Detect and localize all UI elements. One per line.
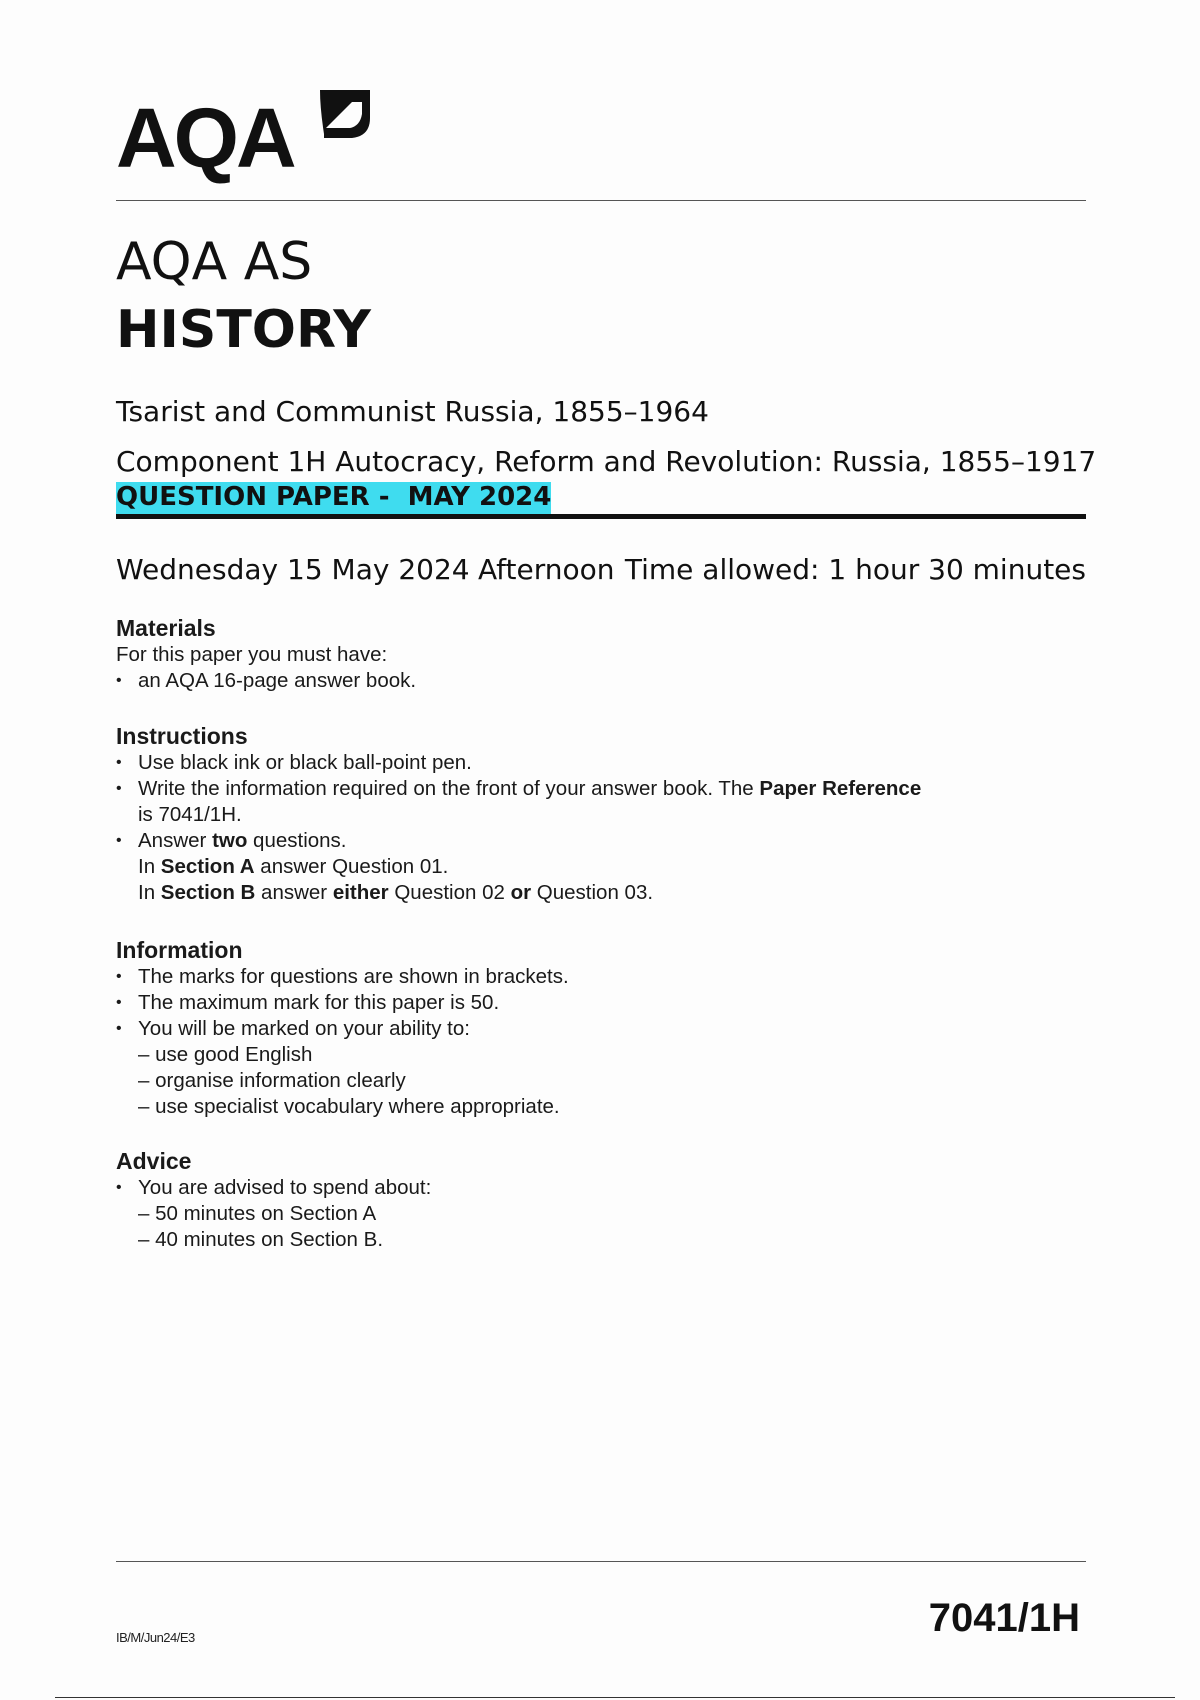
section-b-instruction	[116, 880, 996, 906]
information-item: • The marks for questions are shown in brackets.	[116, 964, 1086, 990]
instruction-emphasis: Section A	[160, 855, 255, 878]
instruction-text: questions.	[247, 829, 347, 852]
page-edge	[55, 1697, 1175, 1698]
instruction-emphasis: either	[332, 881, 389, 904]
instruction-text: is 7041/1H.	[138, 803, 242, 826]
advice-subitem: – 50 minutes on Section A	[138, 1202, 377, 1225]
information-subitem: – use good English	[138, 1043, 313, 1066]
instruction-emphasis: or	[510, 881, 532, 904]
advice-heading: Advice	[116, 1148, 192, 1174]
title-divider	[116, 514, 1086, 519]
materials-intro: For this paper you must have:	[116, 643, 388, 666]
information-subitem: – organise information clearly	[138, 1069, 406, 1092]
paper-reference-label: Paper Reference	[759, 777, 922, 800]
footer-code: IB/M/Jun24/E3	[116, 1630, 195, 1645]
instructions-heading: Instructions	[116, 723, 248, 749]
information-item: • The maximum mark for this paper is 50.	[116, 990, 1086, 1016]
exam-date: Wednesday 15 May 2024	[116, 553, 470, 586]
instruction-text: In	[138, 855, 161, 878]
instruction-text: Question 03.	[531, 881, 654, 904]
time-allowed: Time allowed: 1 hour 30 minutes	[624, 553, 1086, 586]
instructions-section	[116, 722, 996, 906]
instruction-item	[116, 828, 996, 854]
qualification-title: AQA AS	[116, 232, 313, 292]
instruction-text: Question 02	[388, 881, 511, 904]
subject-title: HISTORY	[116, 300, 371, 360]
materials-heading: Materials	[116, 615, 216, 641]
instruction-emphasis: two	[212, 829, 248, 852]
aqa-flag-icon	[316, 88, 372, 144]
advice-section	[116, 1147, 1086, 1253]
exam-date-row	[116, 553, 1086, 590]
instruction-item: • Use black ink or black ball-point pen.	[116, 750, 996, 776]
information-item: • You will be marked on your ability to:	[116, 1016, 1086, 1042]
paper-title: Tsarist and Communist Russia, 1855–1964	[116, 395, 709, 428]
question-paper-label: QUESTION PAPER - MAY 2024	[116, 482, 552, 512]
instruction-item	[116, 776, 996, 828]
section-a-instruction	[116, 854, 996, 880]
exam-session: Afternoon	[478, 553, 615, 586]
materials-section	[116, 614, 1086, 694]
instruction-text: Write the information required on the front of your answer book. The	[138, 777, 760, 800]
information-heading: Information	[116, 937, 243, 963]
footer-divider	[116, 1561, 1086, 1562]
instruction-text: In	[138, 881, 161, 904]
instruction-text: answer Question 01.	[254, 855, 449, 878]
component-title: Component 1H Autocracy, Reform and Revolution: Russia, 1855–1917	[116, 445, 1097, 478]
advice-item: • You are advised to spend about:	[116, 1175, 1086, 1201]
instruction-text: Answer	[138, 829, 213, 852]
instruction-text: answer	[255, 881, 333, 904]
instruction-emphasis: Section B	[160, 881, 256, 904]
advice-subitem: – 40 minutes on Section B.	[138, 1228, 384, 1251]
information-section	[116, 936, 1086, 1120]
aqa-logo-text: AQA	[116, 91, 294, 185]
materials-item: • an AQA 16-page answer book.	[116, 668, 1086, 694]
paper-reference: 7041/1H	[928, 1596, 1080, 1640]
information-subitem: – use specialist vocabulary where appropriate.	[138, 1095, 560, 1118]
aqa-logo	[116, 82, 386, 185]
header-divider	[116, 200, 1086, 201]
